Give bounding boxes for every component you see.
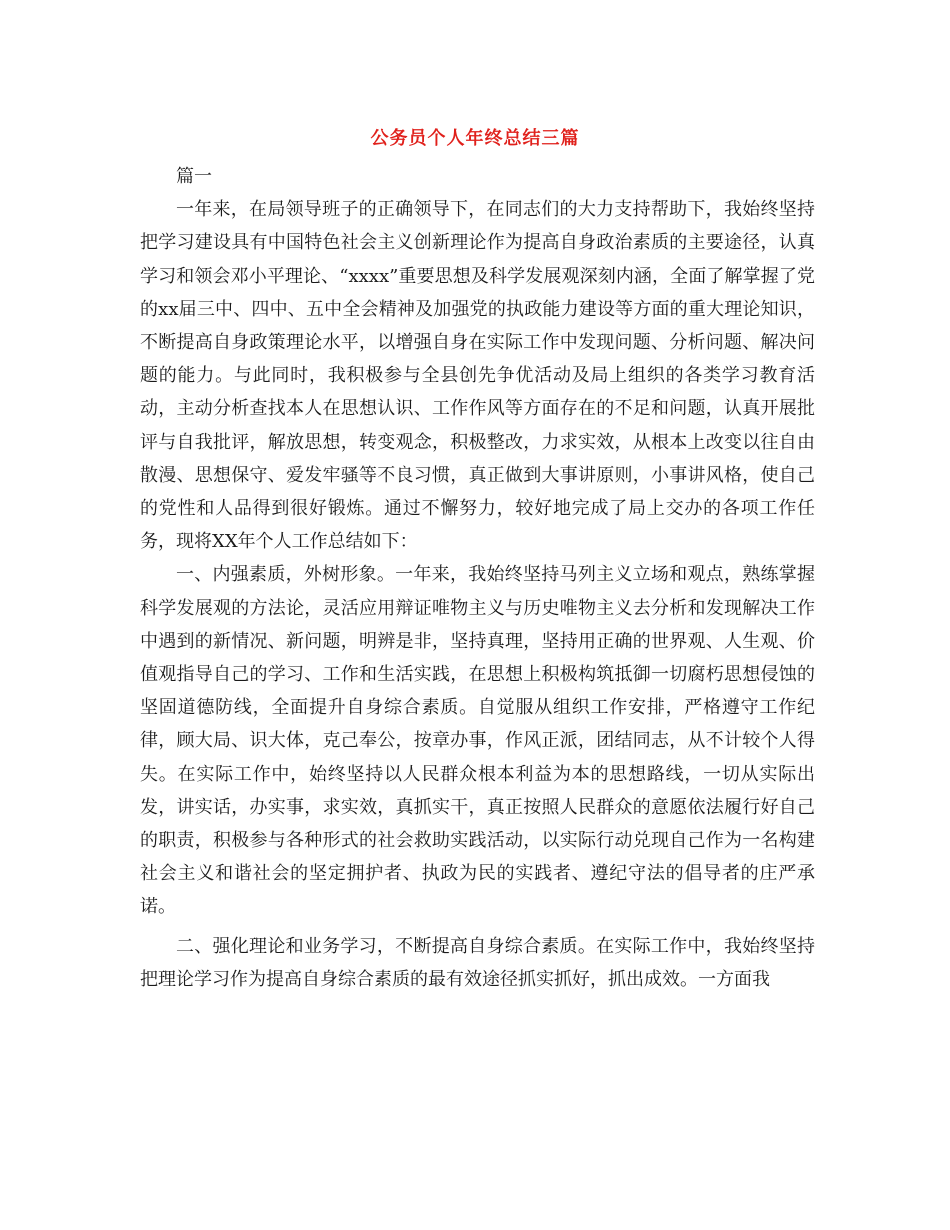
document-title: 公务员个人年终总结三篇	[370, 128, 580, 149]
paragraph-intro: 一年来，在局领导班子的正确领导下，在同志们的大力支持帮助下，我始终坚持把学习建设具有中国特色社会主义创新理论作为提高自身政治素质的主要途径，认真学习和领会邓小平理论、“xxxx”重要思想及科学发展观深刻内涵，全面了解掌握了党的xx届三中、四中、五中全会精神及加强党的执政能力建设等方面的重大理论知识，不断提高自身政策理论水平，以增强自身在实际工作中发现问题、分析问题、解决问题的能力。与此同时，我积极参与全县创先争优活动及局上组织的各类学习教育活动，主动分析查找本人在思想认识、工作作风等方面存在的不足和问题，认真开展批评与自我批评，解放思想，转变观念，积极整改，力求实效，从根本上改变以往自由散漫、思想保守、爱发牢骚等不良习惯，真正做到大事讲原则，小事讲风格，使自己的党性和人品得到很好锻炼。通过不懈努力，较好地完成了局上交办的各项工作任务，现将XX年个人工作总结如下：	[140, 199, 815, 553]
paragraph-section-two: 二、强化理论和业务学习，不断提高自身综合素质。在实际工作中，我始终坚持把理论学习作为提高自身综合素质的最有效途径抓实抓好，抓出成效。一方面我	[140, 935, 815, 990]
paragraph-section-one: 一、内强素质，外树形象。一年来，我始终坚持马列主义立场和观点，熟练掌握科学发展观的方法论，灵活应用辩证唯物主义与历史唯物主义去分析和发现解决工作中遇到的新情况、新问题，明辨是非，坚持真理，坚持用正确的世界观、人生观、价值观指导自己的学习、工作和生活实践，在思想上积极构筑抵御一切腐朽思想侵蚀的坚固道德防线，全面提升自身综合素质。自觉服从组织工作安排，严格遵守工作纪律，顾大局、识大体，克己奉公，按章办事，作风正派，团结同志，从不计较个人得失。在实际工作中，始终坚持以人民群众根本利益为本的思想路线，一切从实际出发，讲实话，办实事，求实效，真抓实干，真正按照人民群众的意愿依法履行好自己的职责，积极参与各种形式的社会救助实践活动，以实际行动兑现自己作为一名构建社会主义和谐社会的坚定拥护者、执政为民的实践者、遵纪守法的倡导者的庄严承诺。	[140, 564, 815, 918]
document-body	[140, 160, 815, 996]
section-label: 篇一	[176, 166, 212, 187]
